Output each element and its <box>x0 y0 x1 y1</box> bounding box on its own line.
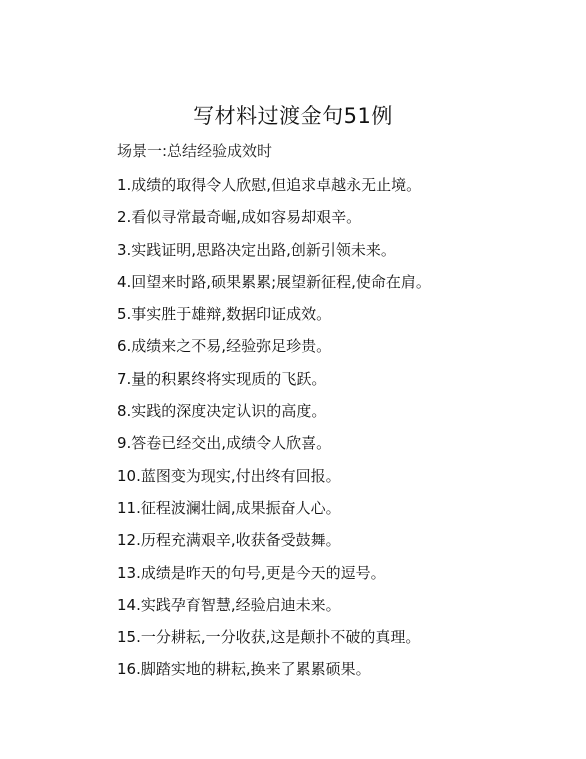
sentence-item: 5.事实胜于雄辩,数据印证成效。 <box>117 305 332 324</box>
document-title: 写材料过渡金句51例 <box>193 104 393 128</box>
sentence-item: 10.蓝图变为现实,付出终有回报。 <box>117 466 341 485</box>
sentence-item: 14.实践孕育智慧,经验启迪未来。 <box>117 595 341 614</box>
sentence-item: 4.回望来时路,硕果累累;展望新征程,使命在肩。 <box>117 272 431 291</box>
scene-heading: 场景一:总结经验成效时 <box>117 142 273 160</box>
sentence-item: 12.历程充满艰辛,收获备受鼓舞。 <box>117 531 341 550</box>
sentence-item: 3.实践证明,思路决定出路,创新引领未来。 <box>117 240 396 259</box>
sentence-item: 1.成绩的取得令人欣慰,但追求卓越永无止境。 <box>117 176 422 194</box>
sentence-item: 6.成绩来之不易,经验弥足珍贵。 <box>117 337 332 356</box>
sentence-item: 11.征程波澜壮阔,成果振奋人心。 <box>117 498 341 517</box>
sentence-item: 2.看似寻常最奇崛,成如容易却艰辛。 <box>117 208 362 227</box>
sentence-item: 7.量的积累终将实现质的飞跃。 <box>117 369 327 388</box>
sentence-item: 9.答卷已经交出,成绩令人欣喜。 <box>117 434 332 453</box>
sentence-item: 13.成绩是昨天的句号,更是今天的逗号。 <box>117 563 386 582</box>
sentence-item: 16.脚踏实地的耕耘,换来了累累硕果。 <box>117 660 371 679</box>
sentence-item: 15.一分耕耘,一分收获,这是颠扑不破的真理。 <box>117 628 421 647</box>
sentence-list <box>117 169 431 686</box>
sentence-item: 8.实践的深度决定认识的高度。 <box>117 402 327 421</box>
